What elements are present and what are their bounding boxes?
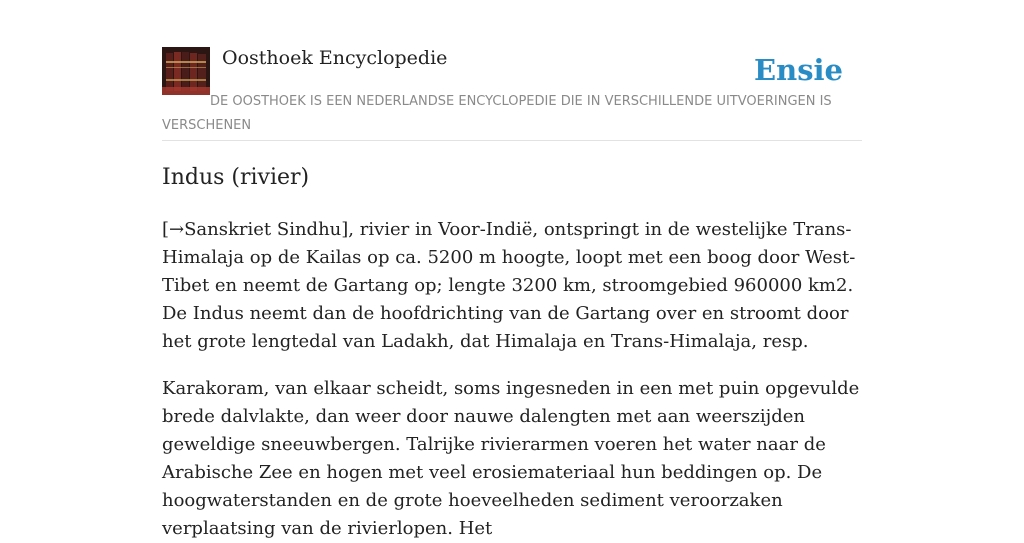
article-paragraph: Karakoram, van elkaar scheidt, soms ingesneden in een met puin opgevulde brede dalvlakte, dan weer door nauwe dalengten met aan weerszijden geweldige sneeuwbergen. Talrijke rivierarmen voeren het water naar de Arabische Zee en hogen met veel erosiemateriaal hun beddingen op. De hoogwaterstanden en de grote hoeveelheden sediment veroorzaken verplaatsing van de rivierlopen. Het: [162, 378, 860, 539]
article-paragraph: [→Sanskriet Sindhu], rivier in Voor-Indië, ontspringt in de westelijke Trans-Himalaja op de Kailas op ca. 5200 m hoogte, loopt met een boog door West-Tibet en neemt de Gartang op; lengte 3200 km, stroomgebied 960000 km2. De Indus neemt dan de hoofdrichting van de Gartang over en stroomt door het grote lengtedal van Ladakh, dat Himalaja en Trans-Himalaja, resp.: [162, 219, 856, 352]
site-header: [162, 46, 862, 141]
source-name[interactable]: Oosthoek Encyclopedie: [222, 47, 448, 69]
brand-logo[interactable]: Ensie: [754, 53, 843, 87]
article-title: Indus (rivier): [162, 165, 310, 190]
source-tagline: DE OOSTHOEK IS EEN NEDERLANDSE ENCYCLOPEDIE DIE IN VERSCHILLENDE UITVOERINGEN IS VERSCHENEN: [162, 94, 832, 133]
encyclopedia-books-icon: [162, 47, 210, 95]
